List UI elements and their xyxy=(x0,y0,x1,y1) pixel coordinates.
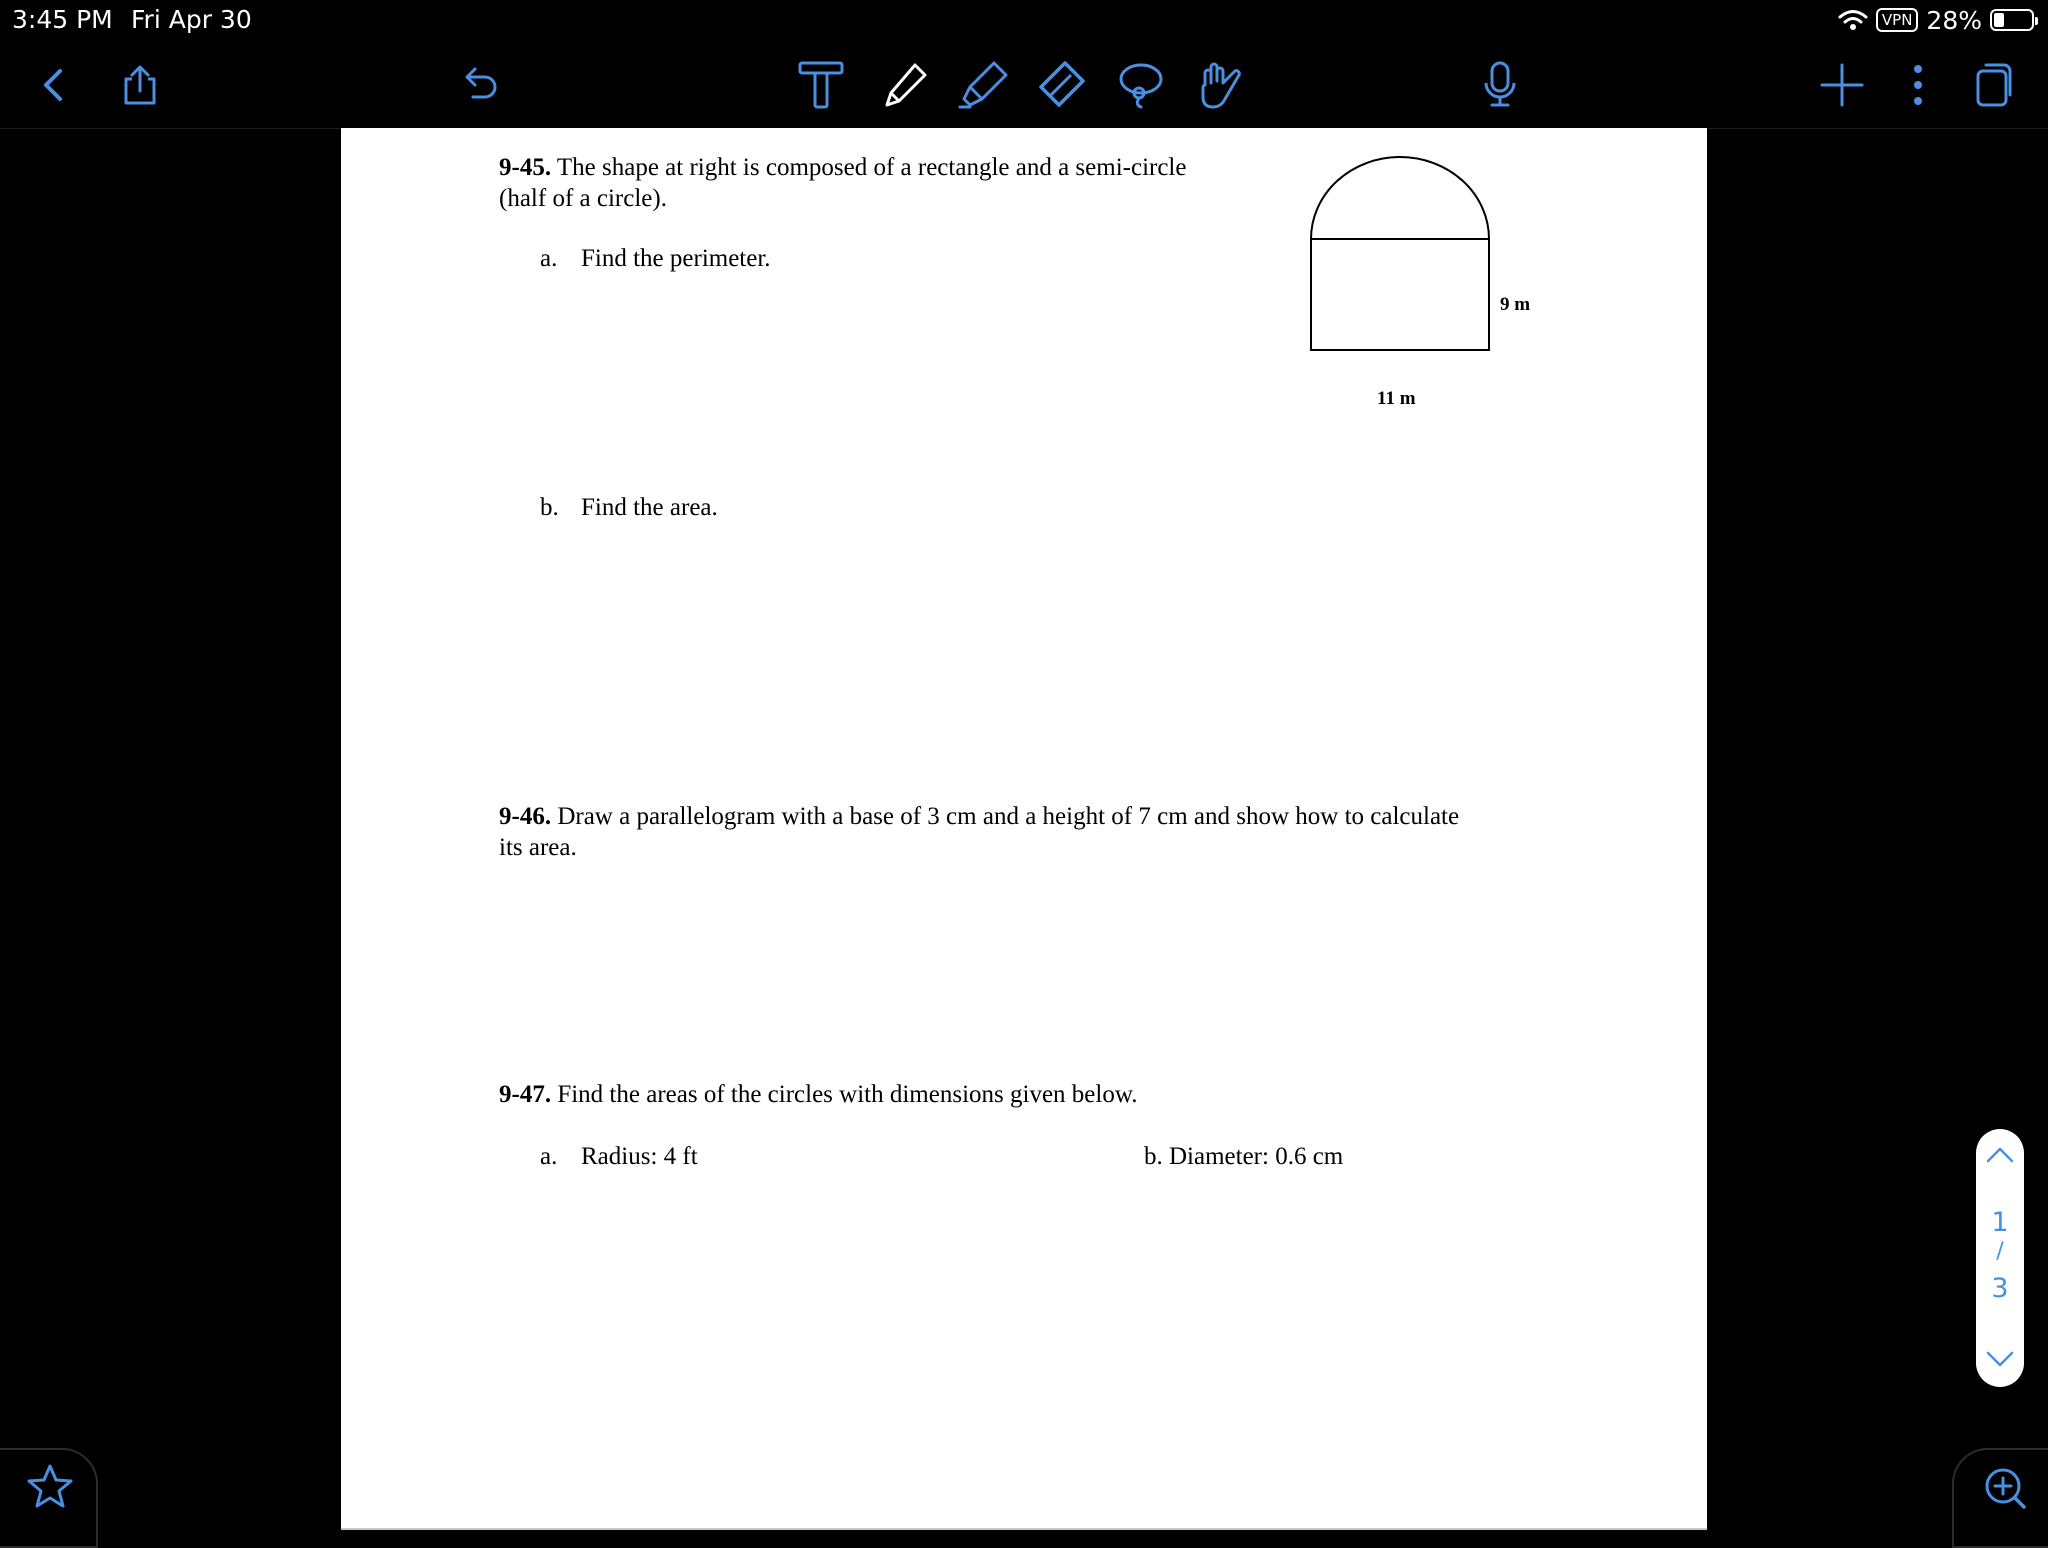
pointer-tool-button[interactable] xyxy=(1186,52,1252,118)
current-page-number: 1 xyxy=(1991,1207,2009,1238)
status-date: Fri Apr 30 xyxy=(131,5,252,34)
part-b-label: b. xyxy=(540,494,559,521)
page-bottom-edge xyxy=(341,1528,1707,1530)
problem-9-45-line2: (half of a circle). xyxy=(499,185,667,212)
pen-tool-button[interactable] xyxy=(872,52,938,118)
problem-9-47-part-a-label: a. xyxy=(540,1143,558,1170)
share-icon xyxy=(118,63,162,107)
lasso-tool-button[interactable] xyxy=(1108,52,1174,118)
problem-9-47-line1 xyxy=(499,1079,1138,1110)
undo-button[interactable] xyxy=(448,52,514,118)
more-options-icon xyxy=(1912,63,1924,107)
width-label: 11 m xyxy=(1377,388,1416,409)
battery-level-fill xyxy=(1994,13,2004,27)
status-indicators xyxy=(1838,5,2034,35)
problem-9-47-number: 9-47. xyxy=(499,1081,552,1108)
problem-9-46-text: Draw a parallelogram with a base of 3 cm and a height of 7 cm and show how to calculate xyxy=(551,803,1460,830)
pen-tool-icon xyxy=(879,59,931,111)
vpn-badge: VPN xyxy=(1876,8,1919,32)
share-button[interactable] xyxy=(107,52,173,118)
annotation-toolbar xyxy=(0,42,2048,128)
back-chevron-icon xyxy=(34,65,74,105)
problem-9-46-number: 9-46. xyxy=(499,803,552,830)
highlighter-tool-icon xyxy=(956,59,1010,111)
pointer-hand-icon xyxy=(1193,59,1245,111)
part-a-label: a. xyxy=(540,245,558,272)
problem-9-45-text: The shape at right is composed of a rectangle and a semi-circle xyxy=(551,154,1187,181)
status-bar xyxy=(0,0,2048,40)
back-button[interactable] xyxy=(21,52,87,118)
eraser-tool-icon xyxy=(1035,59,1087,111)
battery-percent: 28% xyxy=(1926,5,1982,35)
problem-9-46-line2: its area. xyxy=(499,834,577,861)
problem-9-47-part-b-text: b. Diameter: 0.6 cm xyxy=(1144,1143,1344,1170)
wifi-icon xyxy=(1838,9,1868,31)
zoom-button[interactable] xyxy=(1976,1460,2032,1516)
page-navigator xyxy=(1976,1129,2024,1387)
status-time: 3:45 PM xyxy=(12,5,113,34)
battery-icon xyxy=(1990,9,2034,31)
height-label: 9 m xyxy=(1500,294,1531,315)
favorite-button[interactable] xyxy=(22,1458,78,1514)
rectangle-semicircle-figure xyxy=(341,128,1707,428)
highlighter-tool-button[interactable] xyxy=(950,52,1016,118)
battery-nub xyxy=(2035,17,2038,25)
add-button[interactable] xyxy=(1809,52,1875,118)
page-view-button[interactable] xyxy=(1961,52,2027,118)
problem-9-47-part-a-text: Radius: 4 ft xyxy=(581,1143,698,1170)
chevron-up-icon xyxy=(1985,1145,2015,1165)
text-tool-button[interactable] xyxy=(788,52,854,118)
star-icon xyxy=(26,1463,74,1509)
text-tool-icon xyxy=(796,59,846,111)
problem-9-47-text: Find the areas of the circles with dimensions given below. xyxy=(551,1081,1138,1108)
more-options-button[interactable] xyxy=(1885,52,1951,118)
total-pages: 3 xyxy=(1991,1273,2009,1304)
page-separator: / xyxy=(1996,1239,2004,1264)
document-page[interactable] xyxy=(341,128,1707,1528)
next-page-button[interactable] xyxy=(1976,1339,2024,1379)
chevron-down-icon xyxy=(1985,1349,2015,1369)
part-b-text: Find the area. xyxy=(581,494,718,521)
problem-9-45-number: 9-45. xyxy=(499,154,552,181)
eraser-tool-button[interactable] xyxy=(1028,52,1094,118)
problem-9-46-line1 xyxy=(499,801,1459,832)
previous-page-button[interactable] xyxy=(1976,1135,2024,1175)
page-view-icon xyxy=(1974,61,2014,109)
lasso-tool-icon xyxy=(1115,59,1167,111)
zoom-in-icon xyxy=(1981,1465,2027,1511)
undo-icon xyxy=(459,63,503,107)
microphone-button[interactable] xyxy=(1467,52,1533,118)
add-icon xyxy=(1820,63,1864,107)
part-a-text: Find the perimeter. xyxy=(581,245,771,272)
microphone-icon xyxy=(1480,59,1520,111)
